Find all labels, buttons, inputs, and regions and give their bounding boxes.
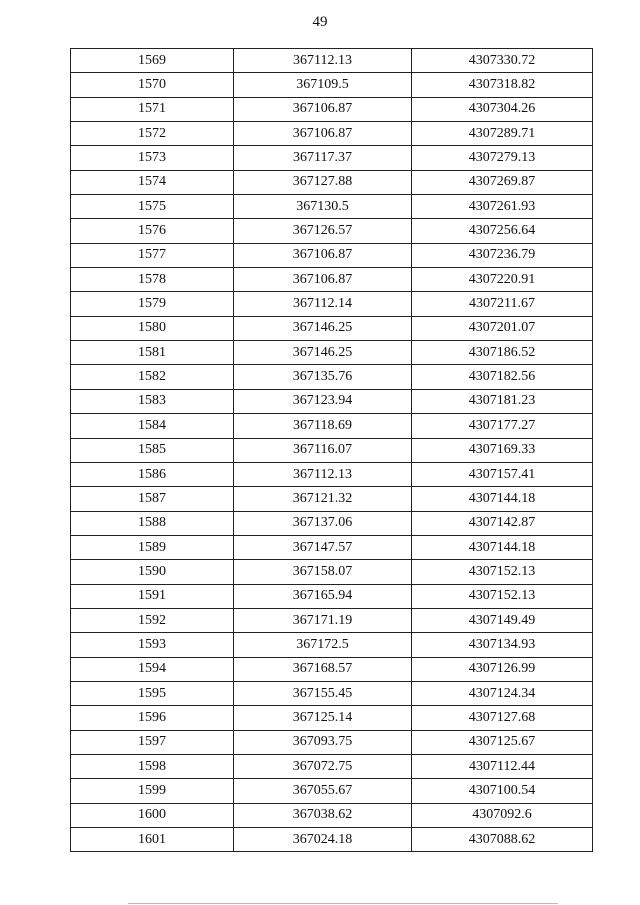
x-coordinate-cell: 367112.13: [234, 49, 412, 73]
point-number-cell: 1598: [71, 754, 234, 778]
table-row: [71, 487, 593, 511]
table-row: [71, 779, 593, 803]
x-coordinate-cell: 367118.69: [234, 414, 412, 438]
x-coordinate-cell: 367135.76: [234, 365, 412, 389]
y-coordinate-cell: 4307318.82: [412, 73, 593, 97]
x-coordinate-cell: 367121.32: [234, 487, 412, 511]
table-row: [71, 316, 593, 340]
x-coordinate-cell: 367127.88: [234, 170, 412, 194]
y-coordinate-cell: 4307169.33: [412, 438, 593, 462]
x-coordinate-cell: 367106.87: [234, 243, 412, 267]
point-number-cell: 1591: [71, 584, 234, 608]
table-row: [71, 730, 593, 754]
x-coordinate-cell: 367125.14: [234, 706, 412, 730]
y-coordinate-cell: 4307186.52: [412, 341, 593, 365]
table-row: [71, 560, 593, 584]
table-row: [71, 365, 593, 389]
point-number-cell: 1600: [71, 803, 234, 827]
x-coordinate-cell: 367130.5: [234, 195, 412, 219]
x-coordinate-cell: 367172.5: [234, 633, 412, 657]
x-coordinate-cell: 367106.87: [234, 268, 412, 292]
table-row: [71, 608, 593, 632]
y-coordinate-cell: 4307144.18: [412, 487, 593, 511]
y-coordinate-cell: 4307220.91: [412, 268, 593, 292]
y-coordinate-cell: 4307112.44: [412, 754, 593, 778]
y-coordinate-cell: 4307177.27: [412, 414, 593, 438]
x-coordinate-cell: 367117.37: [234, 146, 412, 170]
table-row: [71, 268, 593, 292]
point-number-cell: 1589: [71, 535, 234, 559]
point-number-cell: 1569: [71, 49, 234, 73]
x-coordinate-cell: 367106.87: [234, 122, 412, 146]
x-coordinate-cell: 367147.57: [234, 535, 412, 559]
x-coordinate-cell: 367158.07: [234, 560, 412, 584]
point-number-cell: 1576: [71, 219, 234, 243]
y-coordinate-cell: 4307261.93: [412, 195, 593, 219]
point-number-cell: 1595: [71, 681, 234, 705]
x-coordinate-cell: 367072.75: [234, 754, 412, 778]
table-row: [71, 828, 593, 852]
y-coordinate-cell: 4307256.64: [412, 219, 593, 243]
x-coordinate-cell: 367112.14: [234, 292, 412, 316]
y-coordinate-cell: 4307269.87: [412, 170, 593, 194]
point-number-cell: 1570: [71, 73, 234, 97]
y-coordinate-cell: 4307236.79: [412, 243, 593, 267]
point-number-cell: 1573: [71, 146, 234, 170]
x-coordinate-cell: 367116.07: [234, 438, 412, 462]
coordinates-table: [70, 48, 593, 852]
y-coordinate-cell: 4307126.99: [412, 657, 593, 681]
y-coordinate-cell: 4307279.13: [412, 146, 593, 170]
table-row: [71, 170, 593, 194]
table-row: [71, 146, 593, 170]
table-row: [71, 803, 593, 827]
y-coordinate-cell: 4307157.41: [412, 462, 593, 486]
table-row: [71, 511, 593, 535]
point-number-cell: 1581: [71, 341, 234, 365]
point-number-cell: 1574: [71, 170, 234, 194]
y-coordinate-cell: 4307092.6: [412, 803, 593, 827]
y-coordinate-cell: 4307149.49: [412, 608, 593, 632]
page-number: 49: [312, 14, 328, 30]
x-coordinate-cell: 367024.18: [234, 828, 412, 852]
point-number-cell: 1590: [71, 560, 234, 584]
y-coordinate-cell: 4307304.26: [412, 97, 593, 121]
table-row: [71, 657, 593, 681]
x-coordinate-cell: 367109.5: [234, 73, 412, 97]
table-row: [71, 633, 593, 657]
y-coordinate-cell: 4307182.56: [412, 365, 593, 389]
point-number-cell: 1592: [71, 608, 234, 632]
table-row: [71, 535, 593, 559]
point-number-cell: 1577: [71, 243, 234, 267]
y-coordinate-cell: 4307127.68: [412, 706, 593, 730]
x-coordinate-cell: 367126.57: [234, 219, 412, 243]
x-coordinate-cell: 367038.62: [234, 803, 412, 827]
table-row: [71, 706, 593, 730]
table-row: [71, 73, 593, 97]
point-number-cell: 1579: [71, 292, 234, 316]
point-number-cell: 1601: [71, 828, 234, 852]
bottom-divider: [128, 903, 558, 904]
y-coordinate-cell: 4307125.67: [412, 730, 593, 754]
table-row: [71, 122, 593, 146]
table-row: [71, 243, 593, 267]
table-row: [71, 414, 593, 438]
y-coordinate-cell: 4307181.23: [412, 389, 593, 413]
point-number-cell: 1571: [71, 97, 234, 121]
point-number-cell: 1596: [71, 706, 234, 730]
table-row: [71, 462, 593, 486]
point-number-cell: 1584: [71, 414, 234, 438]
point-number-cell: 1587: [71, 487, 234, 511]
point-number-cell: 1585: [71, 438, 234, 462]
y-coordinate-cell: 4307134.93: [412, 633, 593, 657]
table-row: [71, 292, 593, 316]
y-coordinate-cell: 4307088.62: [412, 828, 593, 852]
point-number-cell: 1572: [71, 122, 234, 146]
point-number-cell: 1580: [71, 316, 234, 340]
x-coordinate-cell: 367137.06: [234, 511, 412, 535]
x-coordinate-cell: 367155.45: [234, 681, 412, 705]
point-number-cell: 1599: [71, 779, 234, 803]
x-coordinate-cell: 367146.25: [234, 341, 412, 365]
y-coordinate-cell: 4307100.54: [412, 779, 593, 803]
x-coordinate-cell: 367123.94: [234, 389, 412, 413]
y-coordinate-cell: 4307142.87: [412, 511, 593, 535]
x-coordinate-cell: 367093.75: [234, 730, 412, 754]
x-coordinate-cell: 367055.67: [234, 779, 412, 803]
y-coordinate-cell: 4307201.07: [412, 316, 593, 340]
point-number-cell: 1578: [71, 268, 234, 292]
point-number-cell: 1586: [71, 462, 234, 486]
point-number-cell: 1575: [71, 195, 234, 219]
x-coordinate-cell: 367112.13: [234, 462, 412, 486]
y-coordinate-cell: 4307124.34: [412, 681, 593, 705]
table-row: [71, 389, 593, 413]
x-coordinate-cell: 367171.19: [234, 608, 412, 632]
point-number-cell: 1588: [71, 511, 234, 535]
y-coordinate-cell: 4307330.72: [412, 49, 593, 73]
y-coordinate-cell: 4307152.13: [412, 560, 593, 584]
y-coordinate-cell: 4307144.18: [412, 535, 593, 559]
table-row: [71, 195, 593, 219]
point-number-cell: 1583: [71, 389, 234, 413]
x-coordinate-cell: 367106.87: [234, 97, 412, 121]
y-coordinate-cell: 4307289.71: [412, 122, 593, 146]
table-row: [71, 438, 593, 462]
table-row: [71, 97, 593, 121]
x-coordinate-cell: 367168.57: [234, 657, 412, 681]
table-row: [71, 219, 593, 243]
table-row: [71, 49, 593, 73]
point-number-cell: 1594: [71, 657, 234, 681]
y-coordinate-cell: 4307211.67: [412, 292, 593, 316]
table-row: [71, 681, 593, 705]
point-number-cell: 1582: [71, 365, 234, 389]
point-number-cell: 1597: [71, 730, 234, 754]
table-row: [71, 584, 593, 608]
table-row: [71, 754, 593, 778]
point-number-cell: 1593: [71, 633, 234, 657]
x-coordinate-cell: 367146.25: [234, 316, 412, 340]
coordinates-table-body: [71, 49, 593, 852]
x-coordinate-cell: 367165.94: [234, 584, 412, 608]
y-coordinate-cell: 4307152.13: [412, 584, 593, 608]
table-row: [71, 341, 593, 365]
